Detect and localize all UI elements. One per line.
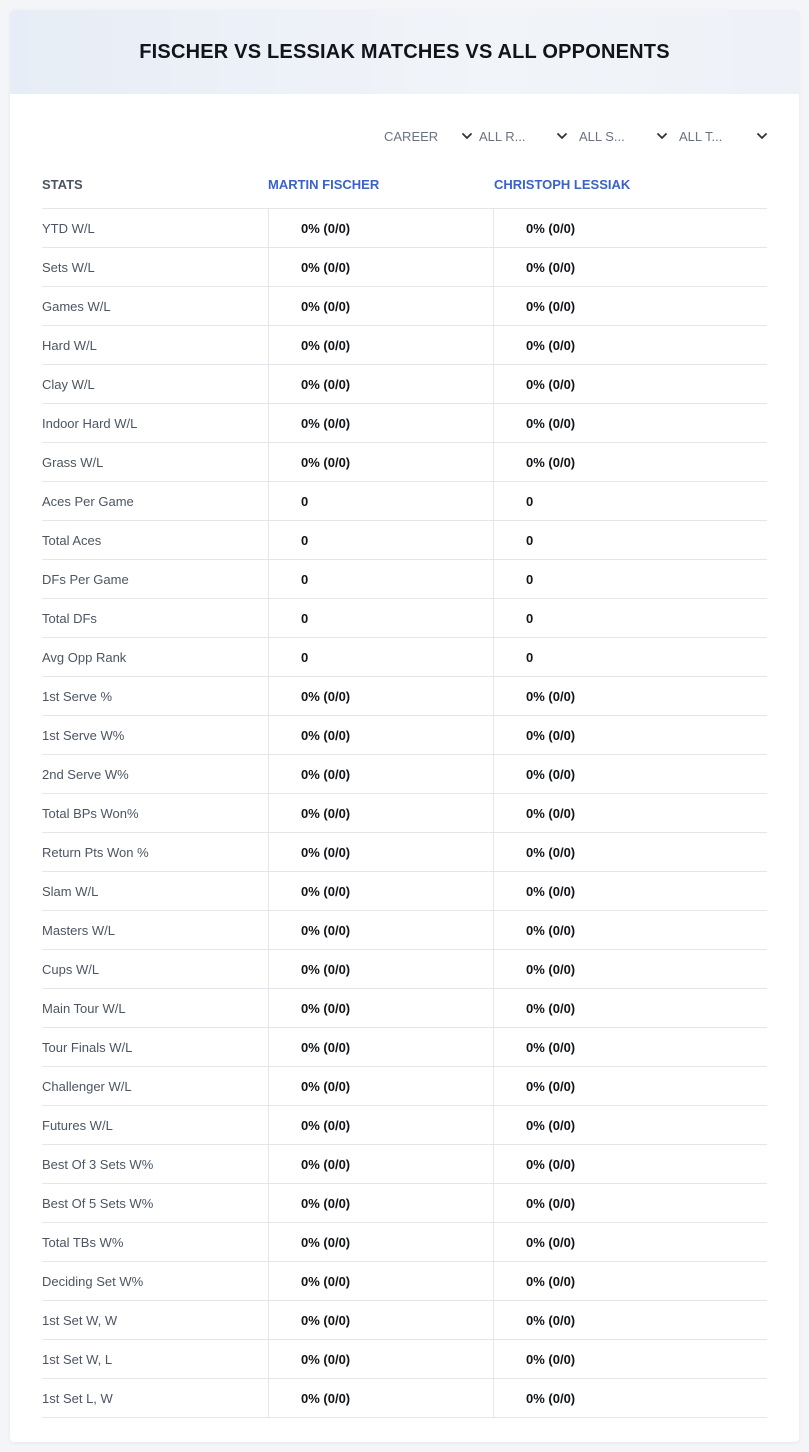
table-row: [42, 403, 767, 442]
player1-value: 0% (0/0): [268, 1106, 493, 1144]
player1-value: 0% (0/0): [268, 911, 493, 949]
player2-value: 0: [493, 521, 767, 559]
player1-value: 0% (0/0): [268, 365, 493, 403]
player2-value: 0% (0/0): [493, 1145, 767, 1183]
player1-value: 0% (0/0): [268, 1301, 493, 1339]
chevron-down-icon: [755, 129, 769, 143]
player2-value: 0% (0/0): [493, 872, 767, 910]
table-row: [42, 442, 767, 481]
stat-label: 2nd Serve W%: [42, 766, 129, 782]
player2-value: 0% (0/0): [493, 365, 767, 403]
player2-value: 0% (0/0): [493, 989, 767, 1027]
player1-value: 0% (0/0): [268, 1067, 493, 1105]
stat-label: Tour Finals W/L: [42, 1039, 133, 1055]
stat-label: Cups W/L: [42, 961, 100, 977]
player2-value: 0% (0/0): [493, 209, 767, 247]
table-row: [42, 1300, 767, 1339]
table-row: [42, 325, 767, 364]
table-row: [42, 286, 767, 325]
table-row: [42, 676, 767, 715]
column-header-player1-link[interactable]: MARTIN FISCHER: [268, 176, 380, 192]
table-row: [42, 988, 767, 1027]
column-header-player2-link[interactable]: CHRISTOPH LESSIAK: [494, 176, 631, 192]
player2-value: 0% (0/0): [493, 755, 767, 793]
player1-value: 0% (0/0): [268, 1262, 493, 1300]
stat-label: Avg Opp Rank: [42, 649, 127, 665]
table-row: [42, 1105, 767, 1144]
stat-label: Hard W/L: [42, 337, 97, 353]
table-row: [42, 1222, 767, 1261]
player2-value: 0% (0/0): [493, 794, 767, 832]
player2-value: 0: [493, 638, 767, 676]
filter-label: ALL S...: [579, 128, 625, 144]
player2-value: 0% (0/0): [493, 1106, 767, 1144]
filter-period-select[interactable]: [384, 126, 474, 146]
player2-value: 0% (0/0): [493, 248, 767, 286]
player2-value: 0% (0/0): [493, 287, 767, 325]
player2-value: 0% (0/0): [493, 833, 767, 871]
player1-value: 0% (0/0): [268, 872, 493, 910]
stats-table: [42, 160, 767, 1418]
player1-value: 0% (0/0): [268, 1223, 493, 1261]
player1-value: 0% (0/0): [268, 989, 493, 1027]
filter-round-select[interactable]: [479, 126, 569, 146]
player1-value: 0% (0/0): [268, 1145, 493, 1183]
player2-value: 0: [493, 482, 767, 520]
table-row: [42, 715, 767, 754]
stat-label: Sets W/L: [42, 259, 95, 275]
player1-value: 0% (0/0): [268, 1379, 493, 1417]
stat-label: Total DFs: [42, 610, 97, 626]
player2-value: 0% (0/0): [493, 677, 767, 715]
stat-label: Deciding Set W%: [42, 1273, 144, 1289]
table-row: [42, 1378, 767, 1418]
player2-value: 0% (0/0): [493, 443, 767, 481]
player1-value: 0% (0/0): [268, 287, 493, 325]
player2-value: 0% (0/0): [493, 404, 767, 442]
player1-value: 0% (0/0): [268, 209, 493, 247]
player1-value: 0% (0/0): [268, 716, 493, 754]
stat-label: 1st Serve W%: [42, 727, 125, 743]
player1-value: 0: [268, 599, 493, 637]
table-row: [42, 247, 767, 286]
player1-value: 0% (0/0): [268, 326, 493, 364]
column-header-stats: STATS: [42, 176, 83, 192]
stat-label: 1st Set L, W: [42, 1390, 113, 1406]
stat-label: 1st Set W, L: [42, 1351, 113, 1367]
player2-value: 0% (0/0): [493, 950, 767, 988]
player2-value: 0% (0/0): [493, 1379, 767, 1417]
table-header: [42, 160, 767, 208]
player1-value: 0% (0/0): [268, 950, 493, 988]
table-row: [42, 481, 767, 520]
table-row: [42, 1144, 767, 1183]
stat-label: Best Of 3 Sets W%: [42, 1156, 154, 1172]
player1-value: 0% (0/0): [268, 248, 493, 286]
player1-value: 0% (0/0): [268, 1340, 493, 1378]
filter-tournament-select[interactable]: [679, 126, 769, 146]
table-row: [42, 1339, 767, 1378]
table-row: [42, 364, 767, 403]
table-row: [42, 1261, 767, 1300]
table-row: [42, 208, 767, 247]
filter-bar: [10, 126, 799, 146]
table-row: [42, 520, 767, 559]
player2-value: 0% (0/0): [493, 1184, 767, 1222]
player2-value: 0% (0/0): [493, 1340, 767, 1378]
player2-value: 0% (0/0): [493, 716, 767, 754]
table-row: [42, 598, 767, 637]
player1-value: 0: [268, 521, 493, 559]
table-row: [42, 637, 767, 676]
stat-label: Total TBs W%: [42, 1234, 124, 1250]
page-title: FISCHER VS LESSIAK MATCHES VS ALL OPPONENTS: [139, 40, 670, 63]
filter-label: ALL R...: [479, 128, 526, 144]
player2-value: 0% (0/0): [493, 1223, 767, 1261]
player1-value: 0% (0/0): [268, 755, 493, 793]
table-row: [42, 559, 767, 598]
player2-value: 0: [493, 560, 767, 598]
stat-label: Main Tour W/L: [42, 1000, 126, 1016]
player1-value: 0% (0/0): [268, 404, 493, 442]
filter-label: CAREER: [384, 128, 439, 144]
table-row: [42, 1183, 767, 1222]
stat-label: DFs Per Game: [42, 571, 129, 587]
table-row: [42, 754, 767, 793]
player1-value: 0: [268, 638, 493, 676]
player2-value: 0% (0/0): [493, 1262, 767, 1300]
player1-value: 0: [268, 560, 493, 598]
table-row: [42, 793, 767, 832]
stat-label: YTD W/L: [42, 220, 95, 236]
player2-value: 0% (0/0): [493, 1067, 767, 1105]
stat-label: Masters W/L: [42, 922, 115, 938]
stat-label: Games W/L: [42, 298, 111, 314]
stat-label: Total Aces: [42, 532, 102, 548]
player2-value: 0: [493, 599, 767, 637]
player2-value: 0% (0/0): [493, 326, 767, 364]
player1-value: 0: [268, 482, 493, 520]
stat-label: Grass W/L: [42, 454, 104, 470]
player1-value: 0% (0/0): [268, 833, 493, 871]
player1-value: 0% (0/0): [268, 794, 493, 832]
card-header: [10, 10, 799, 94]
stat-label: Indoor Hard W/L: [42, 415, 138, 431]
stat-label: Challenger W/L: [42, 1078, 132, 1094]
stat-label: Total BPs Won%: [42, 805, 139, 821]
table-row: [42, 910, 767, 949]
player1-value: 0% (0/0): [268, 1184, 493, 1222]
player1-value: 0% (0/0): [268, 443, 493, 481]
stat-label: Slam W/L: [42, 883, 99, 899]
player2-value: 0% (0/0): [493, 1301, 767, 1339]
stat-label: 1st Serve %: [42, 688, 113, 704]
table-body: [42, 208, 767, 1418]
chevron-down-icon: [655, 129, 669, 143]
stat-label: Clay W/L: [42, 376, 95, 392]
player2-value: 0% (0/0): [493, 1028, 767, 1066]
player1-value: 0% (0/0): [268, 677, 493, 715]
chevron-down-icon: [460, 129, 474, 143]
filter-surface-select[interactable]: [579, 126, 669, 146]
stat-label: Aces Per Game: [42, 493, 134, 509]
stat-label: Futures W/L: [42, 1117, 113, 1133]
table-row: [42, 871, 767, 910]
table-row: [42, 1066, 767, 1105]
stat-label: Return Pts Won %: [42, 844, 149, 860]
filter-label: ALL T...: [679, 128, 723, 144]
table-row: [42, 949, 767, 988]
stat-label: 1st Set W, W: [42, 1312, 118, 1328]
stats-card: [10, 10, 799, 1442]
player2-value: 0% (0/0): [493, 911, 767, 949]
player1-value: 0% (0/0): [268, 1028, 493, 1066]
stat-label: Best Of 5 Sets W%: [42, 1195, 154, 1211]
table-row: [42, 1027, 767, 1066]
table-row: [42, 832, 767, 871]
chevron-down-icon: [555, 129, 569, 143]
